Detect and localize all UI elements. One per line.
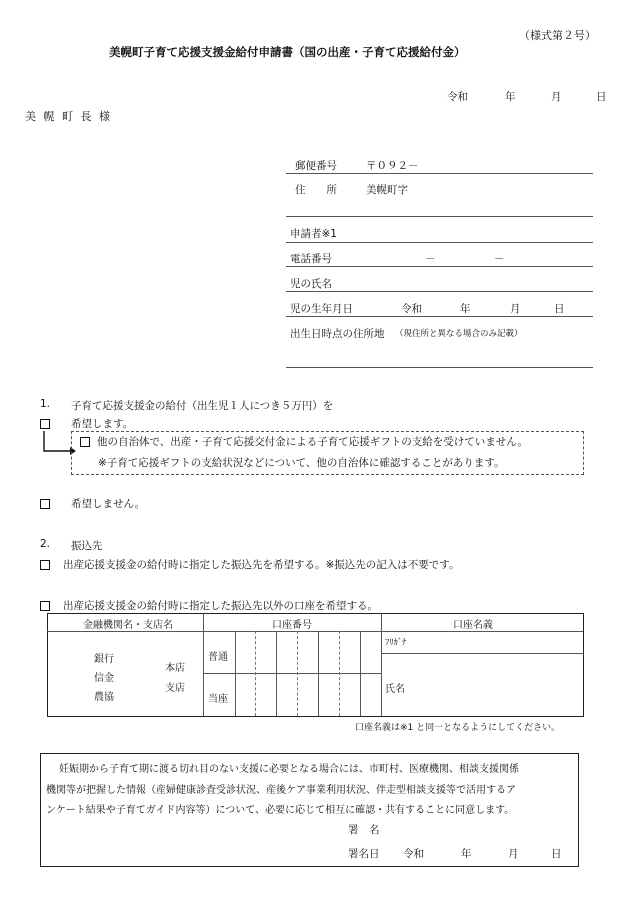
- wish-label: 希望します。: [71, 418, 134, 430]
- child-birth-year: 年: [460, 303, 471, 315]
- sub-option-label: 他の自治体で、出産・子育て応援交付金による子育て応援ギフトの支給を受けていません。: [97, 436, 528, 448]
- signature-label: 署 名: [348, 824, 380, 836]
- same-account-checkbox[interactable]: [40, 560, 50, 570]
- col-bank-header: 金融機関名・支店名: [83, 620, 173, 631]
- col-number-header: 口座番号: [272, 620, 312, 631]
- child-birth-day: 日: [554, 303, 565, 315]
- birth-address-note: （現住所と異なる場合のみ記載）: [395, 329, 523, 339]
- applicant-label: 申請者※1: [290, 228, 337, 240]
- child-birth-label: 児の生年月日: [290, 303, 353, 315]
- child-birth-month: 月: [510, 303, 521, 315]
- postal-value[interactable]: 〒０９２－: [366, 160, 419, 172]
- bank-type-bank: 銀行: [94, 654, 114, 665]
- address-label: 住 所: [295, 184, 337, 196]
- acct-type-regular[interactable]: 普通: [208, 652, 228, 663]
- branch-type-sub: 支店: [165, 683, 185, 694]
- other-account-checkbox[interactable]: [40, 601, 50, 611]
- sign-date-reiwa: 令和: [403, 848, 424, 860]
- sub-option-note: ※子育て応援ギフトの支給状況などについて、他の自治体に確認することがあります。: [98, 457, 505, 469]
- other-account-label: 出産応援支援金の給付時に指定した振込先以外の口座を希望する。: [63, 600, 378, 612]
- acct-type-current[interactable]: 当座: [208, 694, 228, 705]
- postal-label: 郵便番号: [295, 160, 337, 172]
- form-number: （様式第２号）: [519, 29, 596, 42]
- section1-title: 子育て応援支援金の給付（出生児１人につき５万円）を: [71, 400, 334, 412]
- section1-number: 1.: [40, 398, 51, 410]
- date-day: 日: [596, 91, 607, 103]
- section2-title: 振込先: [71, 540, 103, 552]
- phone-dash-2: －: [494, 253, 505, 265]
- wish-checkbox[interactable]: [40, 419, 50, 429]
- branch-type-main: 本店: [165, 663, 185, 674]
- col-holder-header: 口座名義: [453, 620, 493, 631]
- addressee: 美 幌 町 長 様: [25, 110, 112, 123]
- date-reiwa: 令和: [447, 91, 468, 103]
- phone-label: 電話番号: [290, 253, 332, 265]
- no-wish-label: 希望しません。: [71, 498, 146, 510]
- consent-line-3: ンケート結果や子育てガイド内容等）について、必要に応じて相互に確認・共有することに同意します。: [46, 805, 515, 816]
- no-wish-checkbox[interactable]: [40, 499, 50, 509]
- bank-type-shinkin: 信金: [94, 673, 114, 684]
- form-title: 美幌町子育て応援支援金給付申請書（国の出産・子育て応援給付金）: [109, 45, 466, 59]
- consent-line-2: 機関等が把握した情報（産婦健康診査受診状況、産後ケア事業利用状況、伴走型相談支援等で活用するア: [46, 785, 516, 796]
- section2-number: 2.: [40, 538, 51, 550]
- bank-type-nokyo: 農協: [94, 692, 114, 703]
- sign-date-year: 年: [461, 848, 472, 860]
- birth-address-label: 出生日時点の住所地: [290, 328, 385, 340]
- holder-name-label: 氏名: [385, 684, 405, 695]
- furigana-label: ﾌﾘｶﾞﾅ: [385, 638, 407, 648]
- sign-date-label: 署名日: [348, 848, 380, 860]
- address-value[interactable]: 美幌町字: [366, 184, 408, 196]
- sign-date-month: 月: [508, 848, 519, 860]
- sign-date-day: 日: [551, 848, 562, 860]
- phone-dash-1: －: [425, 253, 436, 265]
- consent-line-1: 妊娠期から子育て期に渡る切れ目のない支援に必要となる場合には、市町村、医療機関、相談支援関係: [59, 764, 519, 775]
- date-year: 年: [505, 91, 516, 103]
- date-month: 月: [551, 91, 562, 103]
- child-birth-reiwa: 令和: [401, 303, 422, 315]
- child-name-label: 児の氏名: [290, 278, 332, 290]
- no-other-gift-checkbox[interactable]: [80, 437, 90, 447]
- account-note: 口座名義は※1 と同一となるようにしてください。: [355, 723, 561, 733]
- same-account-label: 出産応援支援金の給付時に指定した振込先を希望する。※振込先の記入は不要です。: [63, 559, 460, 571]
